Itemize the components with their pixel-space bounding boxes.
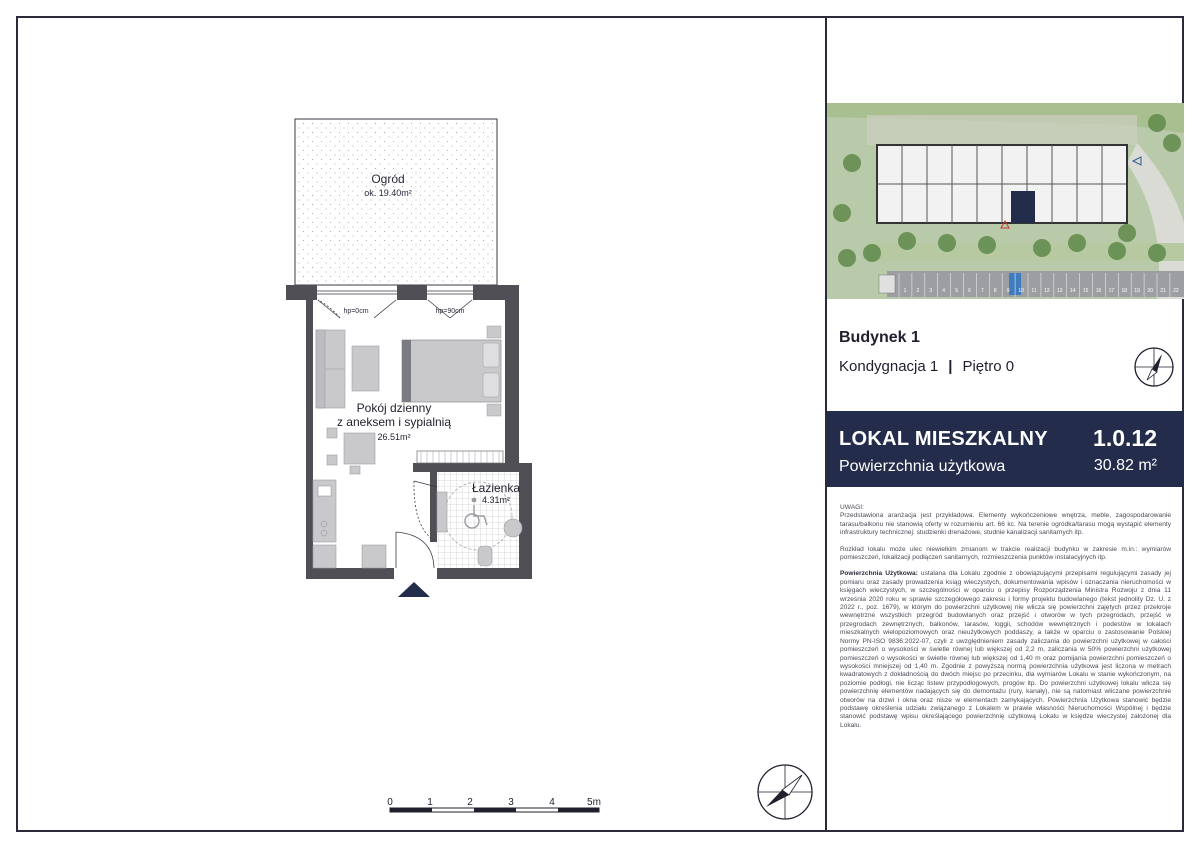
level-info	[839, 358, 1014, 375]
notes-paragraph-2: Rozkład lokalu może ulec niewielkim zmianom w trakcie realizacji budynku w zakresie m.in.: wymiarów pomieszczeń, lokalizacji podłączeń sanitarnych, rozmieszczenia punktów instalacyjnych itp.	[840, 545, 1171, 562]
notes-paragraph-1: Przedstawiona aranżacja jest przykładowa. Elementy wykończeniowe wnętrza, meble, zagospodarowanie tarasu/balkonu nie stanowią oferty w rozumieniu art. 66 kc. Na terenie ogródka/tarasu mogą wystąpić elementy infrastruktury technicznej: studzienki drenażowe, studnie kanalizacji sanitarnych itp.	[840, 512, 1171, 537]
parking-number-4: 4	[942, 288, 946, 294]
notes-heading: UWAGI:	[840, 504, 864, 511]
scale-label-2: 2	[467, 797, 473, 808]
parking-number-18: 18	[1121, 288, 1128, 294]
compass-north-bottom-icon	[756, 763, 814, 821]
compass-north-icon	[1133, 346, 1175, 388]
entrance-marker-icon	[398, 582, 430, 597]
living-room-label-line2: z aneksem i sypialnią	[336, 415, 452, 429]
usable-area-value: 30.82 m²	[1093, 457, 1157, 474]
unit-number: 1.0.12	[1093, 425, 1157, 451]
garden-label: Ogród	[371, 172, 405, 186]
tree	[1148, 114, 1166, 132]
garden-area-value: ok. 19.40m²	[364, 188, 412, 198]
floor-plan	[18, 18, 824, 830]
storey-label: Kondygnacja 1	[839, 358, 939, 375]
parking-number-10: 10	[1018, 288, 1024, 294]
scale-label-3: 3	[508, 797, 514, 808]
parking-number-21: 21	[1160, 288, 1166, 294]
parking-number-13: 13	[1057, 288, 1063, 294]
bathroom-area: 4.31m²	[481, 495, 511, 505]
tree	[833, 204, 851, 222]
parking-number-17: 17	[1108, 288, 1115, 294]
parking-number-5: 5	[955, 288, 958, 294]
scale-label-5: 5m	[587, 797, 601, 808]
parking-number-1: 1	[903, 288, 907, 294]
parking-number-16: 16	[1095, 288, 1102, 294]
parking-number-20: 20	[1147, 288, 1153, 294]
tree	[1068, 234, 1086, 252]
parking-number-3: 3	[929, 288, 933, 294]
notes-paragraph-3-title: Powierzchnia Użytkowa:	[840, 570, 918, 578]
tree	[978, 236, 996, 254]
tree	[843, 154, 861, 172]
tree	[1163, 134, 1181, 152]
tree	[1033, 239, 1051, 257]
parking-number-9: 9	[1006, 288, 1010, 294]
tree	[863, 244, 881, 262]
site-plan-map	[827, 103, 1184, 299]
living-room-area: 26.51m²	[377, 432, 411, 442]
parking-number-12: 12	[1044, 288, 1050, 294]
coffee-table	[352, 346, 379, 391]
parking-number-19: 19	[1134, 288, 1140, 294]
scale-label-4: 4	[549, 797, 555, 808]
level-separator: |	[948, 358, 953, 375]
tree	[1148, 244, 1166, 262]
scale-bar	[390, 808, 599, 812]
parking-number-11: 11	[1031, 288, 1037, 294]
wardrobe	[417, 451, 503, 463]
tree	[938, 234, 956, 252]
notes-paragraph-3-body: ustalana dla Lokalu zgodnie z obowiązującymi przepisami regulującymi zasady jej pomiaru oraz zasady prowadzenia ksiąg wieczystych, dokumentowania wpisów i oznaczania nieruchomości w księgach wieczystych, w szczególności w oparciu o przepisy Rozporządzenia Ministra Rozwoju z dnia 11 września 2020 roku w sprawie szczegółowego zakresu i formy projektu budowlanego (tekst jednolity Dz. U. z 2022 r., poz. 1679), w którym do powierzchni użytkowej nie wlicza się powierzchni zajętych przez przekroje wewnętrzne wszystkich przegród budowlanych oraz przejść i otworów w tych przegrodach, przejść w przegrodach zewnętrznych, balkonów, tarasów, loggii, schodów wewnętrznych i podestów w lokalach mieszkalnych wielopoziomowych oraz nieużytkowych poddaszy, a także w oparciu o zastosowanie Polskiej Normy PN-ISO 9836:2022-07, czyli z uwzględnieniem zasady zaliczania do powierzchni użytkowej w całości pomieszczeń o wysokości w świetle równej lub większej od 2,2 m, zaliczania w 50% powierzchni użytkowej pomieszczeń o wysokości w świetle równej lub większej od 1,40 m oraz pomijania powierzchni pomieszczeń o wysokości mniejszej od 1,40 m. Zgodnie z powyższą normą powierzchnia użytkowa jest liczona w metrach kwadratowych z dokładnością do dwóch miejsc po przecinku, dla wymiarów Lokalu w stanie wykończonym, na poziomie podłogi, nie licząc listew przypodłogowych, progów itp. Do powierzchni użytkowej lokalu wlicza się powierzchnię elementów nadających się do demontażu (rury, kanały), nie są natomiast wliczane powierzchnie otworów na drzwi i okna oraz nisze w elementach zamykających. Powierzchnia Użytkowa stanowić będzie podstawę określenia udziału związanego z Lokalem w prawie własności Nieruchomości Wspólnej i będzie stanowić podstawę wpisu określającego powierzchnię użytkową Lokalu w księdze wieczystej założonej dla Lokalu.	[840, 570, 1171, 729]
sofa	[316, 330, 345, 408]
scale-label-0: 0	[387, 797, 393, 808]
window-label-left: hp=0cm	[343, 308, 369, 315]
parking-number-15: 15	[1082, 288, 1089, 294]
unit-location-marker	[1011, 191, 1035, 223]
tree	[1108, 242, 1126, 260]
garden-area	[295, 119, 497, 285]
notes-paragraph-3	[840, 570, 1171, 730]
floor-label: Piętro 0	[962, 358, 1015, 375]
notes-section	[840, 504, 1171, 738]
building-title: Budynek 1	[839, 329, 920, 346]
tree	[838, 249, 856, 267]
parking-number-22: 22	[1173, 288, 1179, 294]
parking-number-14: 14	[1069, 288, 1076, 294]
parking-number-6: 6	[968, 288, 971, 294]
tree	[898, 232, 916, 250]
parking-number-8: 8	[993, 288, 997, 294]
scale-label-1: 1	[427, 797, 433, 808]
usable-area-label: Powierzchnia użytkowa	[839, 458, 1006, 475]
window-label-right: hp=90cm	[435, 308, 465, 315]
parking-number-7: 7	[981, 288, 984, 294]
unit-banner	[827, 411, 1184, 487]
living-room-label-line1: Pokój dzienny	[356, 401, 432, 415]
parking-number-2: 2	[916, 288, 920, 294]
tree	[1118, 224, 1136, 242]
bathroom-label: Łazienka	[471, 481, 521, 495]
unit-type: LOKAL MIESZKALNY	[839, 428, 1048, 450]
